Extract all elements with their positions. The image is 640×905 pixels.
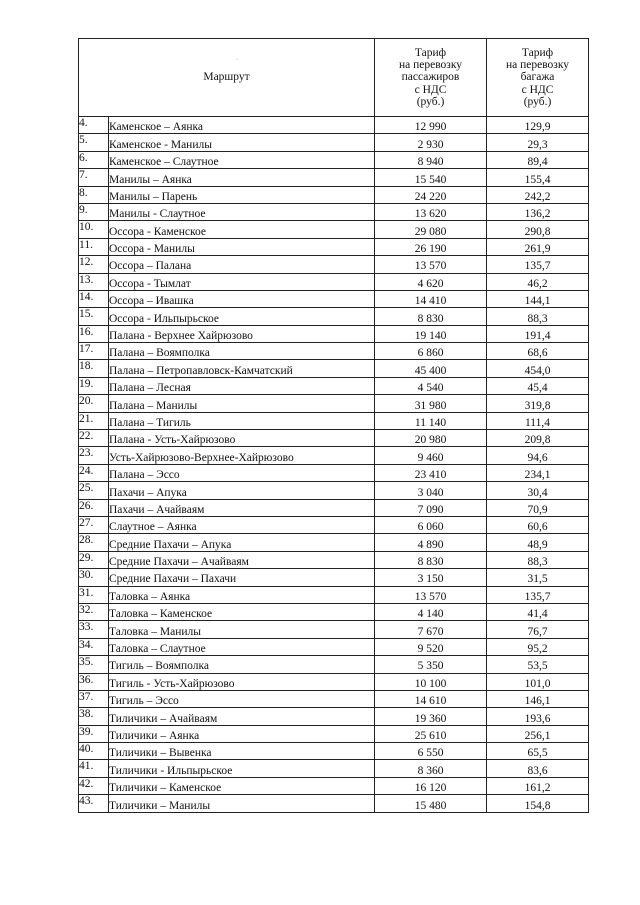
passenger-tariff: 10 100 <box>375 673 487 690</box>
table-row <box>79 169 589 186</box>
baggage-tariff: 88,3 <box>487 551 589 568</box>
passenger-tariff: 8 830 <box>375 551 487 568</box>
tariff-table <box>78 38 589 813</box>
baggage-tariff: 88,3 <box>487 308 589 325</box>
baggage-tariff: 46,2 <box>487 273 589 290</box>
table-row <box>79 708 589 725</box>
passenger-tariff: 13 620 <box>375 203 487 220</box>
row-number: 16. <box>79 325 109 342</box>
passenger-header-line: (руб.) <box>416 95 445 108</box>
row-number: 33. <box>79 621 109 638</box>
baggage-tariff: 29,3 <box>487 134 589 151</box>
table-row <box>79 499 589 516</box>
route-name: Палана – Эссо <box>109 464 375 481</box>
baggage-tariff: 41,4 <box>487 603 589 620</box>
route-name: Палана - Усть-Хайрюзово <box>109 430 375 447</box>
baggage-tariff: 65,5 <box>487 743 589 760</box>
baggage-tariff: 155,4 <box>487 169 589 186</box>
table-row <box>79 603 589 620</box>
passenger-tariff: 19 360 <box>375 708 487 725</box>
passenger-tariff: 15 480 <box>375 795 487 812</box>
passenger-tariff: 3 150 <box>375 569 487 586</box>
passenger-header-line: на перевозку <box>398 59 463 72</box>
row-number: 5. <box>79 134 109 151</box>
route-name: Оссора - Ильпырьское <box>109 308 375 325</box>
baggage-tariff: 135,7 <box>487 256 589 273</box>
row-number: 17. <box>79 343 109 360</box>
baggage-tariff: 89,4 <box>487 151 589 168</box>
passenger-tariff: 7 090 <box>375 499 487 516</box>
passenger-tariff: 4 540 <box>375 377 487 394</box>
route-name: Тиличики – Аянка <box>109 725 375 742</box>
row-number: 22. <box>79 430 109 447</box>
table-row <box>79 343 589 360</box>
row-number: 28. <box>79 534 109 551</box>
passenger-tariff: 13 570 <box>375 256 487 273</box>
route-name: Каменское - Манилы <box>109 134 375 151</box>
table-row <box>79 377 589 394</box>
table-row <box>79 290 589 307</box>
baggage-tariff: 31,5 <box>487 569 589 586</box>
route-name: Средние Пахачи – Ачайваям <box>109 551 375 568</box>
passenger-tariff: 11 140 <box>375 412 487 429</box>
row-number: 18. <box>79 360 109 377</box>
baggage-tariff: 191,4 <box>487 325 589 342</box>
table-row <box>79 360 589 377</box>
row-number: 9. <box>79 203 109 220</box>
table-row <box>79 743 589 760</box>
passenger-header-line: пассажиров <box>401 71 460 84</box>
route-name: Палана – Воямполка <box>109 343 375 360</box>
passenger-tariff: 19 140 <box>375 325 487 342</box>
table-row <box>79 551 589 568</box>
table-row <box>79 256 589 273</box>
table-row <box>79 673 589 690</box>
baggage-tariff: 256,1 <box>487 725 589 742</box>
baggage-tariff-header <box>487 39 589 117</box>
passenger-tariff: 2 930 <box>375 134 487 151</box>
passenger-tariff: 25 610 <box>375 725 487 742</box>
baggage-tariff: 76,7 <box>487 621 589 638</box>
table-body <box>79 117 589 813</box>
baggage-tariff: 261,9 <box>487 238 589 255</box>
row-number: 8. <box>79 186 109 203</box>
passenger-tariff: 16 120 <box>375 777 487 794</box>
row-number: 14. <box>79 290 109 307</box>
passenger-tariff: 6 550 <box>375 743 487 760</box>
passenger-tariff: 4 890 <box>375 534 487 551</box>
route-name: Палана – Петропавловск-Камчатский <box>109 360 375 377</box>
row-number: 43. <box>79 795 109 812</box>
row-number: 4. <box>79 117 109 134</box>
table-row <box>79 586 589 603</box>
table-row <box>79 412 589 429</box>
route-name: Палана – Манилы <box>109 395 375 412</box>
table-row <box>79 534 589 551</box>
table-row <box>79 134 589 151</box>
row-number: 40. <box>79 743 109 760</box>
route-name: Палана - Верхнее Хайрюзово <box>109 325 375 342</box>
route-name: Таловка – Аянка <box>109 586 375 603</box>
route-name: Таловка – Слаутное <box>109 638 375 655</box>
baggage-tariff: 193,6 <box>487 708 589 725</box>
baggage-header-line: (руб.) <box>523 95 552 108</box>
route-name: Манилы – Аянка <box>109 169 375 186</box>
route-name: Средние Пахачи – Апука <box>109 534 375 551</box>
route-name: Оссора - Тымлат <box>109 273 375 290</box>
baggage-tariff: 111,4 <box>487 412 589 429</box>
passenger-tariff: 6 860 <box>375 343 487 360</box>
baggage-tariff: 129,9 <box>487 117 589 134</box>
passenger-tariff: 6 060 <box>375 516 487 533</box>
baggage-header-line: багажа <box>520 71 555 84</box>
baggage-tariff: 144,1 <box>487 290 589 307</box>
baggage-tariff: 95,2 <box>487 638 589 655</box>
baggage-tariff: 48,9 <box>487 534 589 551</box>
route-name: Тиличики – Вывенка <box>109 743 375 760</box>
table-row <box>79 516 589 533</box>
row-number: 20. <box>79 395 109 412</box>
row-number: 12. <box>79 256 109 273</box>
table-row <box>79 621 589 638</box>
route-column-header: Маршрут <box>79 39 375 117</box>
route-name: Тигиль – Эссо <box>109 690 375 707</box>
route-name: Тиличики - Ильпырьское <box>109 760 375 777</box>
baggage-tariff: 60,6 <box>487 516 589 533</box>
row-number: 27. <box>79 516 109 533</box>
baggage-tariff: 30,4 <box>487 482 589 499</box>
row-number: 29. <box>79 551 109 568</box>
baggage-tariff: 135,7 <box>487 586 589 603</box>
table-row <box>79 325 589 342</box>
baggage-tariff: 136,2 <box>487 203 589 220</box>
passenger-tariff: 8 360 <box>375 760 487 777</box>
row-number: 25. <box>79 482 109 499</box>
row-number: 38. <box>79 708 109 725</box>
table-row <box>79 690 589 707</box>
passenger-tariff: 5 350 <box>375 656 487 673</box>
passenger-tariff: 24 220 <box>375 186 487 203</box>
row-number: 24. <box>79 464 109 481</box>
row-number: 6. <box>79 151 109 168</box>
table-row <box>79 795 589 812</box>
table-row <box>79 638 589 655</box>
baggage-tariff: 146,1 <box>487 690 589 707</box>
passenger-tariff: 23 410 <box>375 464 487 481</box>
baggage-tariff: 209,8 <box>487 430 589 447</box>
passenger-tariff: 9 460 <box>375 447 487 464</box>
passenger-tariff: 4 140 <box>375 603 487 620</box>
route-name: Каменское – Слаутное <box>109 151 375 168</box>
passenger-tariff: 15 540 <box>375 169 487 186</box>
passenger-tariff: 14 410 <box>375 290 487 307</box>
route-name: Тиличики – Каменское <box>109 777 375 794</box>
table-row <box>79 464 589 481</box>
row-number: 21. <box>79 412 109 429</box>
row-number: 30. <box>79 569 109 586</box>
row-number: 26. <box>79 499 109 516</box>
route-name: Оссора - Манилы <box>109 238 375 255</box>
table-row <box>79 203 589 220</box>
route-name: Слаутное – Аянка <box>109 516 375 533</box>
passenger-tariff: 7 670 <box>375 621 487 638</box>
passenger-header-line: с НДС <box>414 83 447 96</box>
table-row <box>79 482 589 499</box>
passenger-tariff: 3 040 <box>375 482 487 499</box>
route-name: Тиличики – Ачайваям <box>109 708 375 725</box>
route-name: Оссора - Каменское <box>109 221 375 238</box>
passenger-tariff: 4 620 <box>375 273 487 290</box>
row-number: 39. <box>79 725 109 742</box>
route-name: Пахачи – Апука <box>109 482 375 499</box>
table-row <box>79 186 589 203</box>
baggage-tariff: 83,6 <box>487 760 589 777</box>
row-number: 10. <box>79 221 109 238</box>
table-row <box>79 151 589 168</box>
passenger-tariff: 31 980 <box>375 395 487 412</box>
route-name: Таловка – Каменское <box>109 603 375 620</box>
table-row <box>79 308 589 325</box>
baggage-tariff: 161,2 <box>487 777 589 794</box>
route-name: Средние Пахачи – Пахачи <box>109 569 375 586</box>
baggage-tariff: 94,6 <box>487 447 589 464</box>
baggage-tariff: 242,2 <box>487 186 589 203</box>
table-row <box>79 656 589 673</box>
baggage-tariff: 45,4 <box>487 377 589 394</box>
row-number: 35. <box>79 656 109 673</box>
baggage-tariff: 68,6 <box>487 343 589 360</box>
route-name: Оссора – Ивашка <box>109 290 375 307</box>
passenger-tariff: 9 520 <box>375 638 487 655</box>
passenger-tariff: 45 400 <box>375 360 487 377</box>
passenger-tariff: 13 570 <box>375 586 487 603</box>
route-name: Оссора – Палана <box>109 256 375 273</box>
row-number: 13. <box>79 273 109 290</box>
table-row <box>79 117 589 134</box>
table-row <box>79 395 589 412</box>
baggage-tariff: 70,9 <box>487 499 589 516</box>
passenger-tariff: 29 080 <box>375 221 487 238</box>
table-row <box>79 447 589 464</box>
table-row <box>79 430 589 447</box>
route-name: Усть-Хайрюзово-Верхнее-Хайрюзово <box>109 447 375 464</box>
route-name: Палана – Лесная <box>109 377 375 394</box>
table-row <box>79 273 589 290</box>
row-number: 37. <box>79 690 109 707</box>
passenger-header-line: Тариф <box>414 47 447 60</box>
route-name: Палана – Тигиль <box>109 412 375 429</box>
baggage-tariff: 454,0 <box>487 360 589 377</box>
baggage-header-line: Тариф <box>521 47 554 60</box>
row-number: 31. <box>79 586 109 603</box>
table-row <box>79 725 589 742</box>
row-number: 42. <box>79 777 109 794</box>
table-row <box>79 760 589 777</box>
passenger-tariff: 12 990 <box>375 117 487 134</box>
route-name: Манилы - Слаутное <box>109 203 375 220</box>
row-number: 15. <box>79 308 109 325</box>
baggage-tariff: 319,8 <box>487 395 589 412</box>
passenger-tariff: 8 940 <box>375 151 487 168</box>
row-number: 23. <box>79 447 109 464</box>
row-number: 36. <box>79 673 109 690</box>
route-name: Таловка – Манилы <box>109 621 375 638</box>
scan-dot: · <box>236 57 238 63</box>
baggage-tariff: 101,0 <box>487 673 589 690</box>
row-number: 11. <box>79 238 109 255</box>
header-row <box>79 39 589 117</box>
route-name: Тиличики – Манилы <box>109 795 375 812</box>
table-row <box>79 221 589 238</box>
table-row <box>79 569 589 586</box>
baggage-tariff: 53,5 <box>487 656 589 673</box>
route-name: Тигиль - Усть-Хайрюзово <box>109 673 375 690</box>
passenger-tariff: 26 190 <box>375 238 487 255</box>
route-name: Каменское – Аянка <box>109 117 375 134</box>
route-name: Тигиль – Воямполка <box>109 656 375 673</box>
baggage-header-line: с НДС <box>521 83 554 96</box>
table-header <box>79 39 589 117</box>
row-number: 34. <box>79 638 109 655</box>
table-row <box>79 777 589 794</box>
passenger-tariff-header <box>375 39 487 117</box>
passenger-tariff: 8 830 <box>375 308 487 325</box>
row-number: 41. <box>79 760 109 777</box>
table-row <box>79 238 589 255</box>
baggage-tariff: 154,8 <box>487 795 589 812</box>
baggage-tariff: 290,8 <box>487 221 589 238</box>
passenger-tariff: 20 980 <box>375 430 487 447</box>
baggage-header-line: на перевозку <box>505 59 570 72</box>
row-number: 19. <box>79 377 109 394</box>
route-name: Пахачи – Ачайваям <box>109 499 375 516</box>
route-name: Манилы – Парень <box>109 186 375 203</box>
row-number: 32. <box>79 603 109 620</box>
row-number: 7. <box>79 169 109 186</box>
passenger-tariff: 14 610 <box>375 690 487 707</box>
baggage-tariff: 234,1 <box>487 464 589 481</box>
